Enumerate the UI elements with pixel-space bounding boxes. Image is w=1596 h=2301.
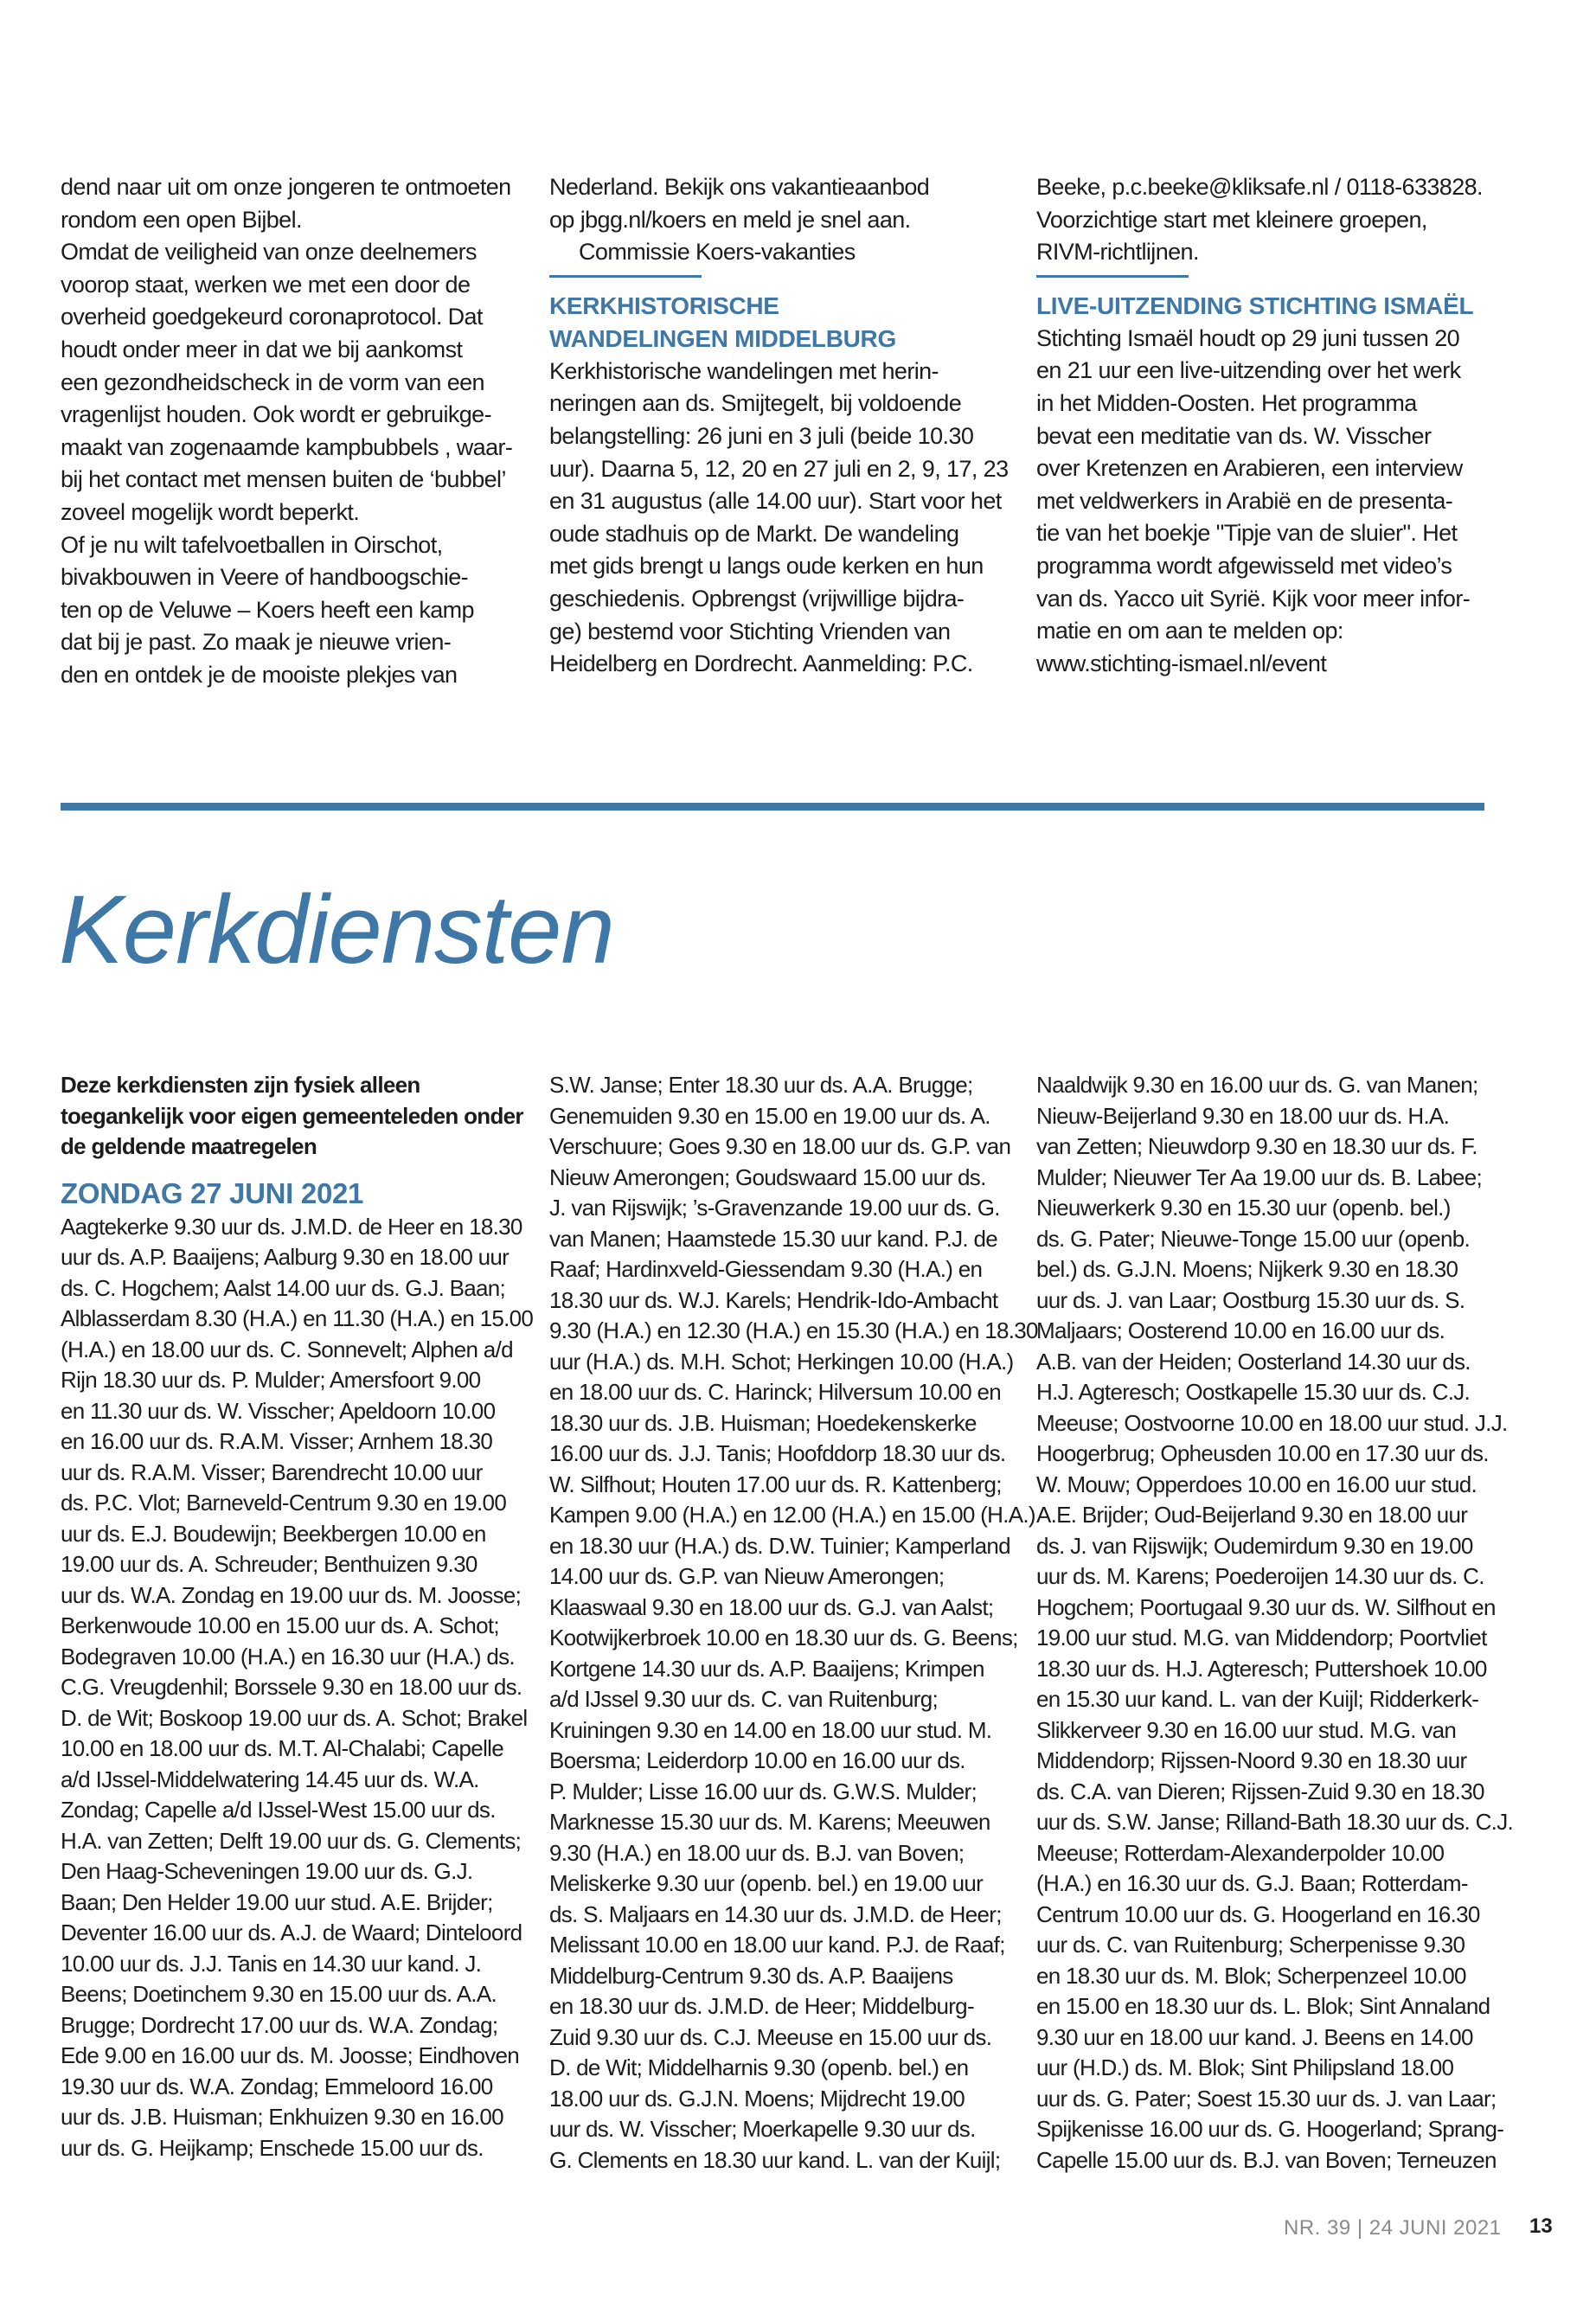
text-line: 14.00 uur ds. G.P. van Nieuw Amerongen; [549, 1563, 945, 1589]
column-2-top-text [549, 171, 1008, 236]
text-line: ds. C. Hogchem; Aalst 14.00 uur ds. G.J. Baan; [61, 1274, 506, 1301]
text-line: en 15.00 en 18.30 uur ds. L. Blok; Sint Annaland [1036, 1993, 1490, 2019]
text-line: bel.) ds. G.J.N. Moens; Nijkerk 9.30 en 18.30 [1036, 1256, 1458, 1282]
day-heading: ZONDAG 27 JUNI 2021 [61, 1176, 364, 1209]
text-line: 19.30 uur ds. W.A. Zondag; Emmeloord 16.00 [61, 2073, 493, 2099]
text-line: uur ds. S.W. Janse; Rilland-Bath 18.30 uur ds. C.J. [1036, 1809, 1514, 1835]
section-heading-walks [549, 290, 1008, 356]
column-3-body-text [1036, 323, 1495, 681]
text-line: Spijkenisse 16.00 uur ds. G. Hoogerland; Sprang- [1036, 2116, 1504, 2142]
text-line: ds. S. Maljaars en 14.30 uur ds. J.M.D. de Heer; [549, 1900, 1002, 1927]
text-line: uur ds. A.P. Baaijens; Aalburg 9.30 en 18.00 uur [61, 1244, 510, 1270]
text-line: en 15.30 uur kand. L. van der Kuijl; Ridderkerk- [1036, 1686, 1479, 1712]
separator-line [549, 275, 702, 278]
text-line: Meliskerke 9.30 uur (openb. bel.) en 19.00 uur [549, 1870, 984, 1896]
text-line: neringen aan ds. Smijtegelt, bij voldoende [549, 390, 962, 417]
text-line: Mulder; Nieuwer Ter Aa 19.00 uur ds. B. Labee; [1036, 1163, 1483, 1190]
text-line: en 31 augustus (alle 14.00 uur). Start voor het [549, 488, 1002, 515]
text-line: voorop staat, werken we met een door de [61, 271, 471, 298]
text-line: vragenlijst houden. Ook wordt er gebruikge- [61, 401, 491, 428]
signature: Commissie Koers-vakanties [579, 239, 856, 266]
text-line: Hogchem; Poortugaal 9.30 uur ds. W. Silfhout en [1036, 1593, 1496, 1620]
text-line: A.B. van der Heiden; Oosterland 14.30 uur ds. [1036, 1348, 1471, 1375]
text-line: Capelle 15.00 uur ds. B.J. van Boven; Terneuzen [1036, 2146, 1497, 2173]
text-line: Kampen 9.00 (H.A.) en 12.00 (H.A.) en 15.00 (H.A.) [549, 1502, 1035, 1528]
text-line: Meeuse; Oostvoorne 10.00 en 18.00 uur stud. J.J. [1036, 1409, 1508, 1436]
text-line: 19.00 uur stud. M.G. van Middendorp; Poortvliet [1036, 1625, 1487, 1650]
section-divider [61, 803, 1484, 811]
text-line: in het Midden-Oosten. Het programma [1036, 389, 1417, 416]
text-line: uur ds. J. van Laar; Oostburg 15.30 uur ds. S. [1036, 1286, 1465, 1313]
text-line: Raaf; Hardinxveld-Giessendam 9.30 (H.A.) en [549, 1256, 983, 1282]
text-line: uur ds. J.B. Huisman; Enkhuizen 9.30 en 16.00 [61, 2104, 503, 2130]
text-line: geschiedenis. Opbrengst (vrijwillige bijdra- [549, 585, 965, 612]
text-line: dend naar uit om onze jongeren te ontmoeten [61, 174, 511, 200]
text-line: Stichting Ismaël houdt op 29 juni tussen 20 [1036, 324, 1460, 351]
text-line: a/d IJssel 9.30 uur ds. C. van Ruitenburg; [549, 1686, 938, 1712]
services-column-3 [1036, 1070, 1514, 2176]
text-line: Marknesse 15.30 uur ds. M. Karens; Meeuwen [549, 1809, 990, 1835]
text-line: Nieuwerkerk 9.30 en 15.30 uur (openb. bel.) [1036, 1195, 1451, 1221]
text-line: Beens; Doetinchem 9.30 en 15.00 uur ds. A.A. [61, 1981, 497, 2007]
text-line: een gezondheidscheck in de vorm van een [61, 369, 484, 395]
text-line: Bodegraven 10.00 (H.A.) en 16.30 uur (H.A.) ds. [61, 1643, 515, 1670]
text-line: van Zetten; Nieuwdorp 9.30 en 18.30 uur ds. F. [1036, 1133, 1477, 1159]
article-column-2 [549, 171, 1008, 681]
issue-info: NR. 39 | 24 JUNI 2021 [1284, 2216, 1502, 2240]
text-line: van ds. Yacco uit Syrië. Kijk voor meer infor- [1036, 585, 1471, 612]
text-line: Brugge; Dordrecht 17.00 uur ds. W.A. Zondag; [61, 2011, 498, 2038]
text-line: Ede 9.00 en 16.00 uur ds. M. Joosse; Eindhoven [61, 2042, 520, 2068]
text-line: C.G. Vreugdenhil; Borssele 9.30 en 18.00 uur ds. [61, 1674, 522, 1700]
text-line: en 11.30 uur ds. W. Visscher; Apeldoorn 10.00 [61, 1397, 496, 1424]
separator-line [1036, 275, 1189, 278]
text-line: Boersma; Leiderdorp 10.00 en 16.00 uur ds. [549, 1747, 965, 1773]
text-line: 9.30 (H.A.) en 12.30 (H.A.) en 15.30 (H.A.) en 18.30 [549, 1317, 1038, 1343]
text-line: Slikkerveer 9.30 en 16.00 uur stud. M.G. van [1036, 1716, 1457, 1743]
text-line: 18.30 uur ds. H.J. Agteresch; Puttershoek 10.00 [1036, 1655, 1487, 1682]
text-line: dat bij je past. Zo maak je nieuwe vrien- [61, 629, 452, 656]
text-line: (H.A.) en 18.00 uur ds. C. Sonnevelt; Alphen a/d [61, 1336, 513, 1362]
column-2-body-text [549, 356, 1008, 681]
services-column-2 [549, 1070, 1038, 2176]
text-line: Deventer 16.00 uur ds. A.J. de Waard; Dinteloord [61, 1920, 522, 1945]
text-line: met gids brengt u langs oude kerken en hun [549, 553, 984, 580]
page-number: 13 [1529, 2214, 1553, 2238]
text-line: W. Mouw; Opperdoes 10.00 en 16.00 uur stud. [1036, 1471, 1477, 1497]
text-line: Den Haag-Scheveningen 19.00 uur ds. G.J. [61, 1858, 473, 1884]
text-line: 19.00 uur ds. A. Schreuder; Benthuizen 9.30 [61, 1551, 478, 1577]
article-column-1 [61, 171, 519, 692]
text-line: Aagtekerke 9.30 uur ds. J.M.D. de Heer en 18.30 [61, 1213, 522, 1240]
text-line: 18.30 uur ds. J.B. Huisman; Hoedekenskerke [549, 1409, 977, 1436]
text-line: en 18.30 uur ds. M. Blok; Scherpenzeel 10.00 [1036, 1962, 1466, 1989]
text-line: Middelburg-Centrum 9.30 ds. A.P. Baaijens [549, 1962, 953, 1989]
text-line: Rijn 18.30 uur ds. P. Mulder; Amersfoort 9.00 [61, 1367, 481, 1393]
text-line: Voorzichtige start met kleinere groepen, [1036, 206, 1427, 233]
text-line: Nieuw Amerongen; Goudswaard 15.00 uur ds. [549, 1163, 986, 1190]
text-line: 9.30 uur en 18.00 uur kand. J. Beens en 14.00 [1036, 2023, 1473, 2050]
text-line: Meeuse; Rotterdam-Alexanderpolder 10.00 [1036, 1839, 1445, 1866]
text-line: uur ds. W. Visscher; Moerkapelle 9.30 uur ds. [549, 2116, 976, 2142]
text-line: Nederland. Bekijk ons vakantieaanbod [549, 174, 930, 200]
text-line: Kootwijkerbroek 10.00 en 18.30 uur ds. G. Beens; [549, 1625, 1018, 1650]
text-line: Baan; Den Helder 19.00 uur stud. A.E. Brijder; [61, 1888, 493, 1915]
text-line: W. Silfhout; Houten 17.00 uur ds. R. Kattenberg; [549, 1471, 1002, 1497]
text-line: Heidelberg en Dordrecht. Aanmelding: P.C. [549, 651, 973, 677]
text-line: oude stadhuis op de Markt. De wandeling [549, 520, 959, 547]
text-line: H.J. Agteresch; Oostkapelle 15.30 uur ds. C.J. [1036, 1379, 1471, 1405]
text-line: H.A. van Zetten; Delft 19.00 uur ds. G. Clements; [61, 1827, 522, 1854]
text-line: D. de Wit; Middelharnis 9.30 (openb. bel.) en [549, 2054, 969, 2080]
text-line: uur (H.D.) ds. M. Blok; Sint Philipsland 18.00 [1036, 2054, 1454, 2080]
text-line: belangstelling: 26 juni en 3 juli (beide 10.30 [549, 422, 974, 449]
text-line: uur ds. M. Karens; Poederoijen 14.30 uur ds. C. [1036, 1563, 1484, 1589]
text-line: A.E. Brijder; Oud-Beijerland 9.30 en 18.00 uur [1036, 1502, 1468, 1528]
text-line: 10.00 uur ds. J.J. Tanis en 14.30 uur kand. J. [61, 1950, 482, 1977]
text-line: uur ds. R.A.M. Visser; Barendrecht 10.00 uur [61, 1458, 483, 1485]
text-line: bij het contact met mensen buiten de ‘bubbel’ [61, 466, 506, 493]
text-line: van Manen; Haamstede 15.30 uur kand. P.J. de [549, 1225, 997, 1252]
text-line: Middendorp; Rijssen-Noord 9.30 en 18.30 uur [1036, 1747, 1467, 1773]
page-title: Kerkdiensten [59, 875, 614, 984]
text-line: ge) bestemd voor Stichting Vrienden van [549, 618, 951, 644]
text-line: maakt van zogenaamde kampbubbels , waar- [61, 433, 513, 460]
text-line: met veldwerkers in Arabië en de presenta- [1036, 487, 1453, 514]
text-line: ds. J. van Rijswijk; Oudemirdum 9.30 en 19.00 [1036, 1532, 1473, 1559]
text-line: Naaldwijk 9.30 en 16.00 uur ds. G. van Manen; [1036, 1072, 1478, 1098]
text-line: Maljaars; Oosterend 10.00 en 16.00 uur ds. [1036, 1317, 1445, 1343]
text-line: (H.A.) en 16.30 uur ds. G.J. Baan; Rotterdam- [1036, 1870, 1468, 1896]
intro-text [61, 1070, 523, 1163]
text-line: uur ds. E.J. Boudewijn; Beekbergen 10.00 en [61, 1520, 486, 1547]
heading-line: KERKHISTORISCHE [549, 292, 779, 319]
text-line: bevat een meditatie van ds. W. Visscher [1036, 422, 1432, 449]
text-line: www.stichting-ismael.nl/event [1036, 650, 1327, 676]
text-line: RIVM-richtlijnen. [1036, 239, 1199, 266]
text-line: Beeke, p.c.beeke@kliksafe.nl / 0118-633828. [1036, 174, 1483, 200]
text-line: 18.00 uur ds. G.J.N. Moens; Mijdrecht 19.00 [549, 2085, 965, 2112]
text-line: de geldende maatregelen [61, 1133, 317, 1159]
text-line: Berkenwoude 10.00 en 15.00 uur ds. A. Schot; [61, 1612, 499, 1638]
text-line: Alblasserdam 8.30 (H.A.) en 11.30 (H.A.) en 15.00 [61, 1305, 534, 1331]
text-line: over Kretenzen en Arabieren, een interview [1036, 455, 1463, 482]
text-line: D. de Wit; Boskoop 19.00 uur ds. A. Schot; Brakel [61, 1704, 528, 1731]
section-heading-ismael: LIVE-UITZENDING STICHTING ISMAËL [1036, 292, 1474, 319]
text-line: tie van het boekje "Tipje van de sluier". Het [1036, 520, 1458, 547]
text-line: matie en om aan te melden op: [1036, 618, 1343, 644]
text-line: 18.30 uur ds. W.J. Karels; Hendrik-Ido-Ambacht [549, 1286, 998, 1313]
text-line: Deze kerkdiensten zijn fysiek alleen [61, 1072, 420, 1098]
text-line: 16.00 uur ds. J.J. Tanis; Hoofddorp 18.30 uur ds. [549, 1440, 1006, 1466]
text-line: en 21 uur een live-uitzending over het werk [1036, 357, 1461, 384]
text-line: en 18.30 uur (H.A.) ds. D.W. Tuinier; Kamperland [549, 1532, 1010, 1559]
text-line: den en ontdek je de mooiste plekjes van [61, 661, 458, 688]
heading-line: WANDELINGEN MIDDELBURG [549, 324, 896, 352]
text-line: en 18.00 uur ds. C. Harinck; Hilversum 10.00 en [549, 1379, 1002, 1405]
text-line: ds. G. Pater; Nieuwe-Tonge 15.00 uur (openb. [1036, 1225, 1471, 1252]
services-column-1 [61, 1070, 534, 2163]
text-line: Verschuure; Goes 9.30 en 18.00 uur ds. G.P. van [549, 1133, 1011, 1159]
text-line: 9.30 (H.A.) en 18.00 uur ds. B.J. van Boven; [549, 1839, 965, 1866]
text-line: ten op de Veluwe – Koers heeft een kamp [61, 596, 474, 623]
text-line: Zuid 9.30 uur ds. C.J. Meeuse en 15.00 uur ds. [549, 2023, 992, 2050]
text-line: uur ds. W.A. Zondag en 19.00 uur ds. M. Joosse; [61, 1581, 522, 1608]
text-line: zoveel mogelijk wordt beperkt. [61, 498, 360, 525]
text-line: Genemuiden 9.30 en 15.00 en 19.00 uur ds. A. [549, 1102, 990, 1129]
text-line: Nieuw-Beijerland 9.30 en 18.00 uur ds. H.A. [1036, 1102, 1450, 1129]
text-line: Hoogerbrug; Opheusden 10.00 en 17.30 uur ds. [1036, 1440, 1489, 1466]
text-line: 10.00 en 18.00 uur ds. M.T. Al-Chalabi; Capelle [61, 1735, 503, 1761]
text-line: uur). Daarna 5, 12, 20 en 27 juli en 2, 9, 17, 23 [549, 455, 1009, 482]
text-line: rondom een open Bijbel. [61, 206, 302, 233]
text-line: uur ds. G. Heijkamp; Enschede 15.00 uur ds. [61, 2134, 484, 2161]
column-3-top-text [1036, 171, 1495, 269]
text-line: Zondag; Capelle a/d IJssel-West 15.00 uur ds. [61, 1797, 496, 1823]
text-line: Kruiningen 9.30 en 14.00 en 18.00 uur stud. M. [549, 1716, 992, 1743]
text-line: P. Mulder; Lisse 16.00 uur ds. G.W.S. Mulder; [549, 1778, 977, 1804]
article-column-3 [1036, 171, 1495, 680]
text-line: op jbgg.nl/koers en meld je snel aan. [549, 206, 911, 233]
text-line: Centrum 10.00 uur ds. G. Hoogerland en 16.30 [1036, 1900, 1480, 1927]
text-line: G. Clements en 18.30 uur kand. L. van der Kuijl; [549, 2146, 1001, 2173]
text-line: Melissant 10.00 en 18.00 uur kand. P.J. de Raaf; [549, 1932, 1005, 1958]
text-line: en 16.00 uur ds. R.A.M. Visser; Arnhem 18.30 [61, 1428, 493, 1454]
text-line: overheid goedgekeurd coronaprotocol. Dat [61, 304, 483, 330]
text-line: S.W. Janse; Enter 18.30 uur ds. A.A. Brugge; [549, 1072, 973, 1098]
text-line: Kerkhistorische wandelingen met herin- [549, 357, 939, 384]
text-line: a/d IJssel-Middelwatering 14.45 uur ds. W.A. [61, 1766, 479, 1792]
text-line: uur ds. G. Pater; Soest 15.30 uur ds. J. van Laar; [1036, 2085, 1497, 2112]
text-line: ds. C.A. van Dieren; Rijssen-Zuid 9.30 en 18.30 [1036, 1778, 1484, 1804]
text-line: ds. P.C. Vlot; Barneveld-Centrum 9.30 en 19.00 [61, 1490, 507, 1516]
text-line: Of je nu wilt tafelvoetballen in Oirschot, [61, 531, 443, 558]
text-line: houdt onder meer in dat we bij aankomst [61, 336, 463, 362]
text-line: toegankelijk voor eigen gemeenteleden onder [61, 1102, 523, 1129]
text-line: programma wordt afgewisseld met video’s [1036, 552, 1452, 579]
text-line: Kortgene 14.30 uur ds. A.P. Baaijens; Krimpen [549, 1655, 984, 1682]
text-line: Omdat de veiligheid van onze deelnemers [61, 239, 477, 266]
text-line: bivakbouwen in Veere of handboogschie- [61, 564, 469, 591]
text-line: uur ds. C. van Ruitenburg; Scherpenisse 9.30 [1036, 1932, 1465, 1958]
text-line: uur (H.A.) ds. M.H. Schot; Herkingen 10.00 (H.A.) [549, 1348, 1014, 1375]
services-list-1 [61, 1212, 534, 2164]
text-line: J. van Rijswijk; ’s-Gravenzande 19.00 uur ds. G. [549, 1195, 1000, 1221]
text-line: Klaaswaal 9.30 en 18.00 uur ds. G.J. van Aalst; [549, 1593, 994, 1620]
text-line: en 18.30 uur ds. J.M.D. de Heer; Middelburg- [549, 1993, 974, 2019]
